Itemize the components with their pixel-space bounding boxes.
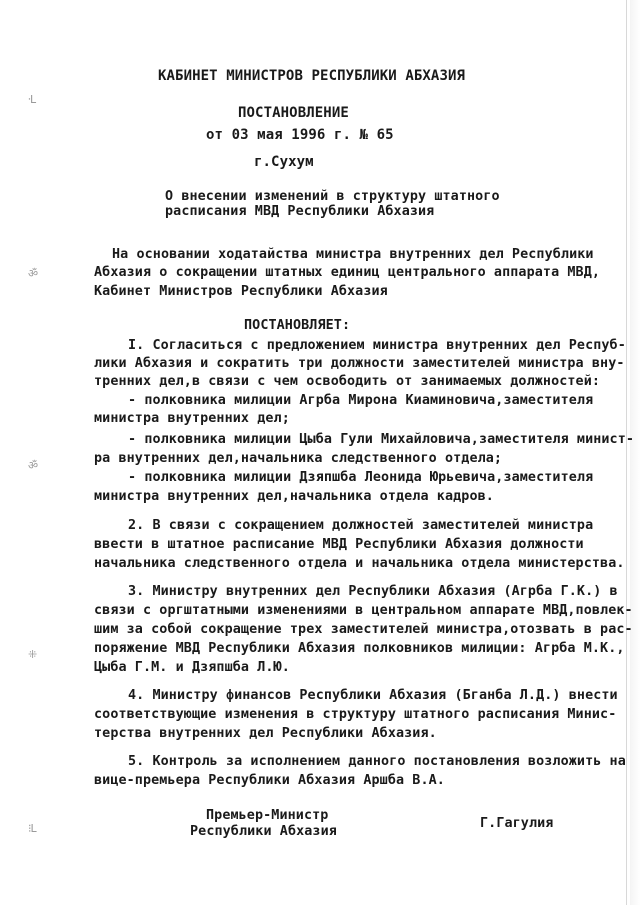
- punch-hole-mark: ⁜: [28, 648, 37, 661]
- punch-hole-mark: ॐ: [28, 267, 38, 280]
- resolves-heading: ПОСТАНОВЛЯЕТ:: [244, 318, 351, 333]
- page-edge-shadow: [630, 0, 640, 905]
- punch-hole-mark: ⸱ᒪ: [28, 93, 36, 106]
- item5-line: вице-премьера Республики Абхазия Аршба В.А.: [94, 773, 445, 788]
- item2-line: 2. В связи с сокращением должностей заместителей министра: [128, 518, 594, 533]
- item3-line: поряжение МВД Республики Абхазия полковников милиции: Агрба М.К.,: [94, 641, 625, 656]
- item1-line: ра внутренних дел,начальника следственного отдела;: [94, 451, 503, 466]
- item3-line: Цыба Г.М. и Дзяпшба Л.Ю.: [94, 660, 290, 675]
- item1-line: министра внутренних дел;: [94, 411, 290, 426]
- punch-hole-mark: ॐ: [28, 459, 38, 472]
- item1-line: министра внутренних дел,начальника отдела кадров.: [94, 489, 494, 504]
- item3-line: шим за собой сокращение трех заместителей министра,отозвать в рас-: [94, 622, 633, 637]
- signature-title: Премьер-Министр: [206, 808, 329, 823]
- subject-line: О внесении изменений в структуру штатного: [165, 189, 500, 204]
- org-title: КАБИНЕТ МИНИСТРОВ РЕСПУБЛИКИ АБХАЗИЯ: [158, 68, 466, 84]
- item3-line: связи с оргштатными изменениями в центральном аппарате МВД,повлек-: [94, 603, 633, 618]
- date-line: от 03 мая 1996 г. № 65: [206, 127, 394, 143]
- item1-line: I. Согласиться с предложением министра внутренних дел Респуб-: [128, 338, 626, 353]
- item4-line: терства внутренних дел Республики Абхазия.: [94, 726, 437, 741]
- preamble-line: Кабинет Министров Республики Абхазия: [94, 284, 388, 299]
- item5-line: 5. Контроль за исполнением данного постановления возложить на: [128, 754, 626, 769]
- item1-line: - полковника милиции Дзяпшба Леонида Юрьевича,заместителя: [128, 470, 594, 485]
- signature-name: Г.Гагулия: [480, 816, 554, 831]
- item4-line: 4. Министру финансов Республики Абхазия (Бганба Л.Д.) внести: [128, 688, 618, 703]
- item3-line: 3. Министру внутренних дел Республики Абхазия (Агрба Г.К.) в: [128, 584, 618, 599]
- item2-line: ввести в штатное расписание МВД Республики Абхазия должности: [94, 537, 584, 552]
- item2-line: начальника следственного отдела и начальника отдела министерства.: [94, 556, 625, 571]
- signature-title: Республики Абхазия: [190, 824, 337, 839]
- doc-type: ПОСТАНОВЛЕНИЕ: [238, 105, 349, 121]
- item1-line: тренних дел,в связи с чем освободить от занимаемых должностей:: [94, 374, 601, 389]
- city: г.Сухум: [254, 154, 314, 170]
- punch-hole-mark: ⁝ᒪ: [28, 822, 36, 835]
- item1-line: - полковника милиции Цыба Гули Михайловича,заместителя минист-: [128, 432, 635, 447]
- item1-line: лики Абхазия и сократить три должности заместителей министра вну-: [94, 356, 625, 371]
- preamble-line: Абхазия о сокращении штатных единиц центрального аппарата МВД,: [94, 265, 601, 280]
- page-edge: [626, 0, 627, 905]
- item1-line: - полковника милиции Агрба Мирона Киаминовича,заместителя: [128, 393, 594, 408]
- subject-line: расписания МВД Республики Абхазия: [165, 204, 435, 219]
- preamble-line: На основании ходатайства министра внутренних дел Республики: [112, 247, 594, 262]
- item4-line: соответствующие изменения в структуру штатного расписания Минис-: [94, 707, 617, 722]
